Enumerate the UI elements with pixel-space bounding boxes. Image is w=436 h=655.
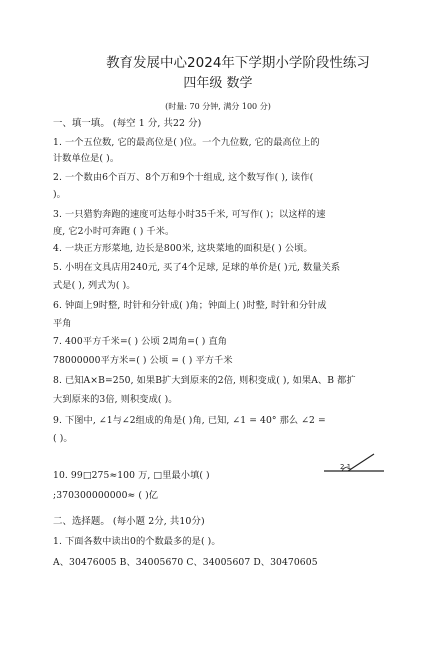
question-3-line2: 度, 它2小时可奔跑 ( ) 千米。: [53, 226, 175, 237]
choice-question-1-options: A、30476005 B、34005670 C、34005607 D、30470605: [53, 557, 318, 568]
question-7-line1: 7. 400平方千米=( ) 公顷 2周角=( ) 直角: [53, 336, 228, 347]
question-5-line2: 式是( ), 列式为( )。: [53, 280, 136, 291]
worksheet-title: 教育发展中心2024年下学期小学阶段性练习: [106, 55, 370, 71]
question-4: 4. 一块正方形菜地, 边长是800米, 这块菜地的面积是( ) 公顷。: [53, 243, 313, 254]
question-10-line2: ;370300000000≈ ( )亿: [53, 490, 159, 501]
question-9-line2: ( )。: [53, 433, 73, 444]
question-2-line2: )。: [53, 189, 66, 200]
question-9-line1: 9. 下图中, ∠1与∠2组成的角是( )角, 已知, ∠1 = 40° 那么 ∠2 =: [53, 415, 326, 426]
angle-ray: [348, 454, 374, 471]
question-6-line1: 6. 钟面上9时整, 时针和分针成( )角；钟面上( )时整, 时针和分针成: [53, 300, 327, 311]
question-5-line1: 5. 小明在文具店用240元, 买了4个足球, 足球的单价是( )元, 数量关系: [53, 262, 341, 273]
time-info: (时量: 70 分钟, 满分 100 分): [165, 102, 271, 111]
angle-figure: [318, 452, 388, 476]
question-1-line1: 1. 一个五位数, 它的最高位是( )位。一个九位数, 它的最高位上的: [53, 137, 320, 148]
choice-question-1: 1. 下面各数中读出0的个数最多的是( )。: [53, 536, 221, 547]
question-7-line2: 78000000平方米=( ) 公顷 = ( ) 平方千米: [53, 355, 233, 366]
question-8-line2: 大到原来的3倍, 则积变成( )。: [53, 394, 178, 405]
question-8-line1: 8. 已知A×B=250, 如果B扩大到原来的2倍, 则积变成( ), 如果A、B 都扩: [53, 375, 356, 386]
section2-heading: 二、选择题。 (每小题 2分, 共10分): [53, 516, 205, 527]
question-3-line1: 3. 一只猎豹奔跑的速度可达每小时35千米, 可写作( )；以这样的速: [53, 209, 326, 220]
worksheet-subtitle: 四年级 数学: [183, 76, 253, 91]
question-1-line2: 计数单位是( )。: [53, 153, 120, 164]
question-2-line1: 2. 一个数由6个百万、8个万和9个十组成, 这个数写作( ), 读作(: [53, 172, 314, 183]
section1-heading: 一、填一填。 (每空 1 分, 共22 分): [53, 118, 202, 129]
question-6-line2: 平角: [53, 318, 72, 329]
question-10-line1: 10. 99□275≈100 万, □里最小填( ): [53, 470, 210, 481]
angle-labels: 2 1: [340, 463, 352, 471]
